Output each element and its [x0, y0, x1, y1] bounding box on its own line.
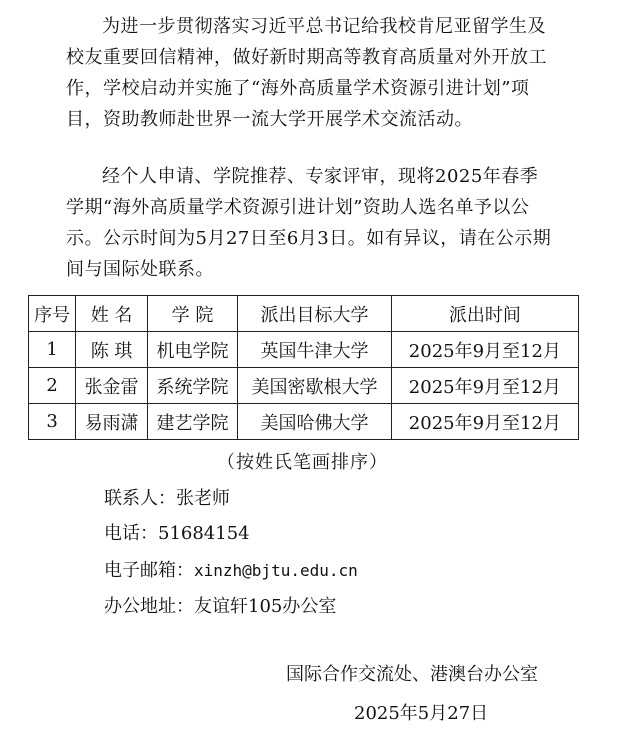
contact-address [104, 592, 336, 618]
row-university: 英国牛津大学 [238, 332, 392, 368]
contact-email-label: 电子邮箱： [104, 560, 194, 581]
row-college: 系统学院 [147, 368, 237, 404]
table-row [29, 404, 579, 440]
row-college: 建艺学院 [147, 404, 237, 440]
row-university: 美国密歇根大学 [238, 368, 392, 404]
contact-person [104, 484, 230, 510]
row-name: 张金雷 [76, 368, 148, 404]
signature-office: 国际合作交流处、港澳台办公室 [286, 664, 538, 685]
header-college: 学 院 [147, 296, 237, 332]
table-header-row [29, 296, 579, 332]
table-row [29, 368, 579, 404]
table-row [29, 332, 579, 368]
contact-phone [104, 519, 250, 545]
signature-date: 2025年5月27日 [354, 703, 489, 724]
contact-email [104, 556, 358, 582]
row-name: 易雨潇 [76, 404, 148, 440]
row-college: 机电学院 [147, 332, 237, 368]
header-index: 序号 [29, 296, 76, 332]
candidate-table [28, 295, 579, 440]
row-period: 2025年9月至12月 [391, 404, 578, 440]
contact-phone-value: 51684154 [158, 523, 250, 544]
contact-person-label: 联系人： [104, 488, 176, 509]
row-index: 2 [29, 368, 76, 404]
contact-person-value: 张老师 [176, 488, 230, 509]
announcement-paragraph: 经个人申请、学院推荐、专家评审，现将2025年春季学期“海外高质量学术资源引进计划”资助人选名单予以公示。公示时间为5月27日至6月3日。如有异议，请在公示期间与国际处联系。 [66, 166, 552, 280]
contact-email-link[interactable]: xinzh@bjtu.edu.cn [194, 561, 358, 580]
header-name: 姓 名 [76, 296, 148, 332]
row-name: 陈 琪 [76, 332, 148, 368]
row-period: 2025年9月至12月 [391, 368, 578, 404]
contact-address-label: 办公地址： [104, 596, 194, 617]
row-period: 2025年9月至12月 [391, 332, 578, 368]
row-university: 美国哈佛大学 [238, 404, 392, 440]
header-period: 派出时间 [391, 296, 578, 332]
header-university: 派出目标大学 [238, 296, 392, 332]
contact-address-value: 友谊轩105办公室 [194, 596, 337, 617]
row-index: 3 [29, 404, 76, 440]
row-index: 1 [29, 332, 76, 368]
contact-phone-label: 电话： [104, 523, 158, 544]
sort-note: （按姓氏笔画排序） [217, 452, 388, 473]
intro-paragraph: 为进一步贯彻落实习近平总书记给我校肯尼亚留学生及校友重要回信精神，做好新时期高等教育高质量对外开放工作，学校启动并实施了“海外高质量学术资源引进计划”项目，资助教师赴世界一流大学开展学术交流活动。 [66, 16, 547, 130]
